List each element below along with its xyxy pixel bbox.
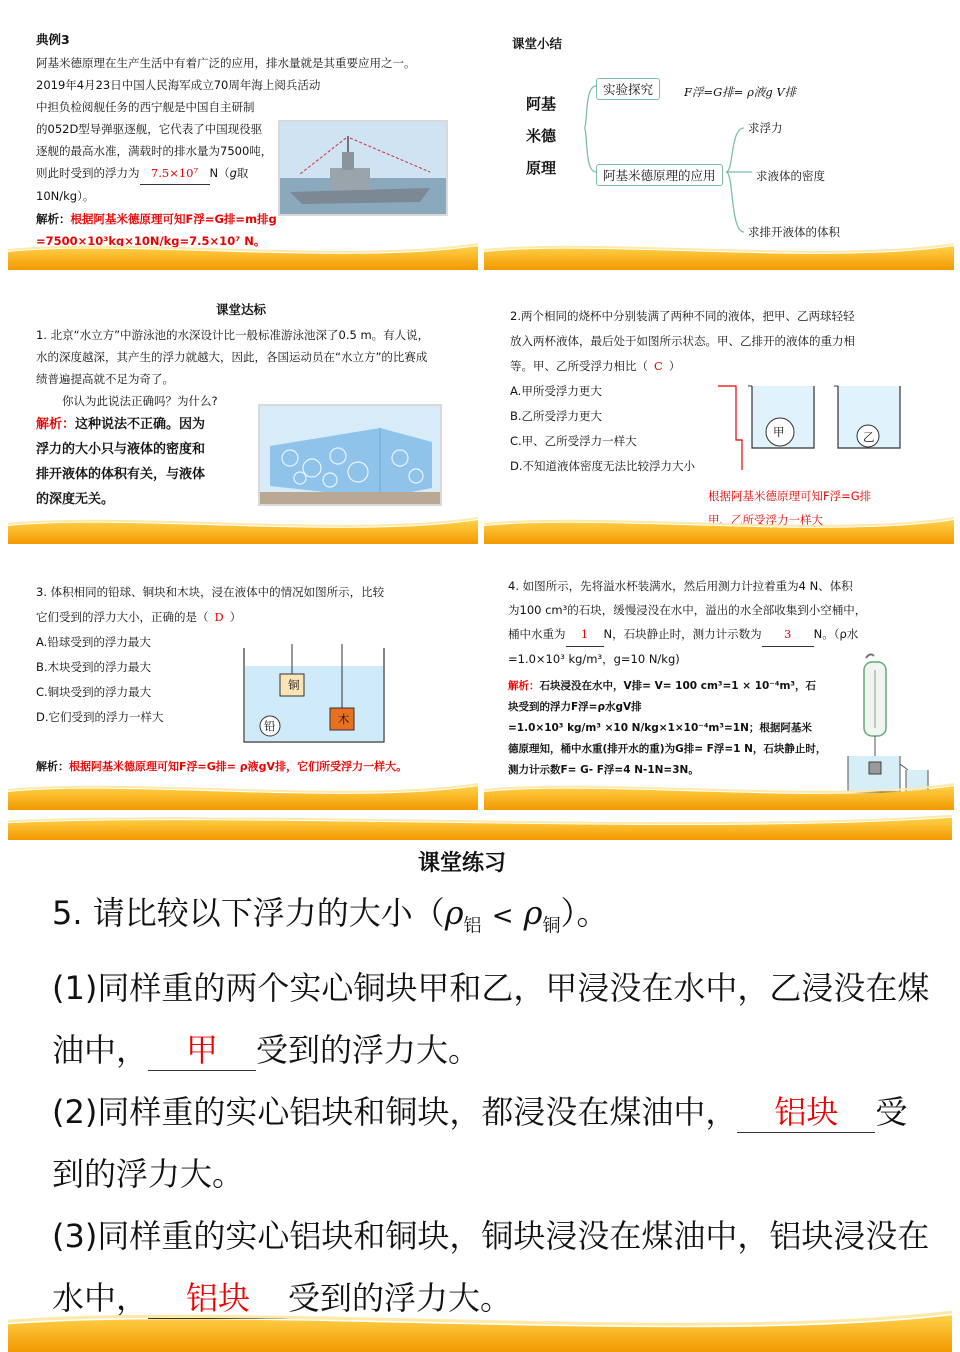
text-line: 阿基米德原理在生产生活中有着广泛的应用，排水量就是其重要应用之一。 <box>36 56 416 70</box>
root-line: 原理 <box>526 159 557 177</box>
slide-practice <box>8 812 952 1352</box>
root-line: 阿基 <box>526 95 557 113</box>
copper-label: 铜 <box>288 678 300 692</box>
analysis-text: 浮力的大小只与液体的密度和 <box>36 442 206 457</box>
text: 5. 请比较以下浮力的大小（ <box>52 894 445 932</box>
text-line: 你认为此说法正确吗？为什么? <box>62 394 218 408</box>
text: N。（ρ水 <box>813 627 859 641</box>
analysis-label: 解析： <box>36 417 76 432</box>
text-line: 中担负检阅舰任务的西宁舰是中国自主研制 <box>36 100 255 114</box>
text-line <box>36 605 476 630</box>
branch-experiment: 实验探究 <box>596 78 660 100</box>
lead-label: 铅 <box>264 719 276 733</box>
text: N，石块静止时，测力计示数为 <box>603 627 762 641</box>
analysis-text: 排开液体的体积有关，与液体 <box>36 467 206 482</box>
orange-band-top <box>8 812 952 840</box>
text: 桶中水重为 <box>508 627 566 641</box>
text-line: 逐舰的最高水准，满载时的排水量为7500吨， <box>36 144 273 158</box>
water-cube-photo <box>258 404 442 506</box>
text-line <box>508 622 948 647</box>
text: ）。 <box>560 894 609 932</box>
answer-blank: 铝块 <box>148 1278 288 1319</box>
orange-band-bottom <box>8 1306 952 1352</box>
orange-band <box>8 240 478 270</box>
option-b: B.乙所受浮力更大 <box>510 409 603 423</box>
option-a: A.甲所受浮力更大 <box>510 384 602 398</box>
analysis <box>36 412 205 512</box>
root-line: 米德 <box>526 127 557 145</box>
analysis-text: 块受到的浮力F浮=ρ水gV排 <box>508 701 642 713</box>
text: 受到的浮力大。 <box>256 1031 481 1070</box>
slide-title: 课堂练习 <box>418 851 507 876</box>
analysis-label: 解析： <box>508 680 540 692</box>
text: ρ <box>444 894 464 932</box>
text-line: 为100 cm³的石块，缓慢浸没在水中，溢出的水全部收集到小空桶中， <box>508 603 867 617</box>
option-c: C.甲、乙所受浮力一样大 <box>510 434 637 448</box>
text: 受到的浮力大。 <box>288 1279 513 1318</box>
analysis-text: 石块浸没在水中，V排= V= 100 cm³=1 × 10⁻⁴m³，石 <box>539 680 817 692</box>
answer-blank: 7.5×10⁷ <box>140 162 210 185</box>
slide-summary <box>484 0 954 270</box>
warship-photo <box>278 120 448 216</box>
slide-check-1 <box>8 274 478 544</box>
analysis-text: 的深度无关。 <box>36 492 115 507</box>
text: 受 <box>875 1093 908 1132</box>
leaf-density: 求液体的密度 <box>756 169 825 183</box>
formula: F浮=G排= ρ液g V排 <box>684 85 797 99</box>
text-line: (1)同样重的两个实心铜块甲和乙，甲浸没在水中，乙浸没在煤 <box>52 969 930 1008</box>
slide-example-3 <box>8 0 478 270</box>
text: 等。甲、乙所受浮力相比（ <box>510 359 648 373</box>
text: N（ <box>209 166 230 180</box>
answer: D <box>214 610 224 624</box>
text-line: =1.0×10³ kg/m³，g=10 N/kg) <box>508 652 680 666</box>
analysis-text: =7500×10³kg×10N/kg=7.5×10⁷ N。 <box>36 234 266 248</box>
text-line: (3)同样重的实心铝块和铜块，铜块浸没在煤油中，铝块浸没在 <box>52 1217 930 1256</box>
text: 铜 <box>542 915 561 937</box>
option-a: A.铅球受到的浮力最大 <box>36 635 151 649</box>
question-body <box>52 882 932 1329</box>
text: 则此时受到的浮力为 <box>36 166 140 180</box>
spring-scale-figure <box>844 652 948 800</box>
text: ） <box>668 359 681 373</box>
slide-title: 课堂小结 <box>512 36 563 51</box>
orange-band <box>484 514 954 544</box>
text-line: 到的浮力大。 <box>52 1155 245 1194</box>
text: 取 <box>236 166 249 180</box>
orange-band <box>484 780 954 810</box>
option-d: D.它们受到的浮力一样大 <box>36 710 164 724</box>
ball-yi-label: 乙 <box>863 430 875 444</box>
text-line: 水的深度越深，其产生的浮力就越大，因此，各国运动员在“水立方”的比赛成 <box>36 350 428 364</box>
analysis <box>36 758 407 774</box>
text: < <box>491 901 514 931</box>
text: 水中， <box>52 1279 149 1318</box>
note-line: 根据阿基米德原理可知F浮=G排 <box>708 489 872 503</box>
branch-application: 阿基米德原理的应用 <box>596 164 723 186</box>
orange-band <box>8 514 478 544</box>
slide-check-2 <box>484 274 954 544</box>
text-line: 3. 体积相同的铅球、铜块和木块，浸在液体中的情况如图所示，比较 <box>36 585 385 599</box>
text-line: 放入两杯液体，最后处于如图所示状态。甲、乙排开的液体的重力相 <box>510 334 855 348</box>
text: 铝 <box>463 915 482 937</box>
text: ） <box>229 610 242 624</box>
problem-text <box>36 324 476 412</box>
answer: C <box>654 359 663 373</box>
text-line: 1. 北京“水立方”中游泳池的水深设计比一般标准游泳池深了0.5 m。有人说， <box>36 328 430 342</box>
text-line <box>52 1019 932 1081</box>
analysis-label: 解析： <box>36 212 71 226</box>
text-line: 2019年4月23日中国人民海军成立70周年海上阅兵活动 <box>36 78 321 92</box>
text: 它们受到的浮力大小，正确的是（ <box>36 610 209 624</box>
analysis <box>508 676 826 781</box>
slide-title: 典例3 <box>36 32 70 47</box>
answer-blank: 1 <box>566 622 604 647</box>
orange-band <box>8 780 478 810</box>
note-line: 甲、乙所受浮力一样大 <box>708 513 823 527</box>
wood-label: 木 <box>338 712 350 726</box>
analysis-label: 解析： <box>36 760 69 773</box>
answer-blank: 铝块 <box>737 1092 875 1133</box>
slide-check-4 <box>484 548 954 810</box>
answer-blank: 3 <box>762 622 814 647</box>
text-line: 2.两个相同的烧杯中分别装满了两种不同的液体，把甲、乙两球轻轻 <box>510 309 855 323</box>
container-figure <box>240 644 390 746</box>
option-c: C.铜块受到的浮力最大 <box>36 685 152 699</box>
ball-jia-label: 甲 <box>773 425 785 439</box>
text: ρ <box>523 894 543 932</box>
text-line: 绩普遍提高就不足为奇了。 <box>36 372 174 386</box>
leaf-volume: 求排开液体的体积 <box>748 225 840 239</box>
option-d: D.不知道液体密度无法比较浮力大小 <box>510 459 696 473</box>
analysis-text: =1.0×10³ kg/m³ ×10 N/kg×1×10⁻⁴m³=1N；根据阿基米 <box>508 722 812 734</box>
text-line: 4. 如图所示，先将溢水杯装满水，然后用测力计拉着重为4 N、体积 <box>508 579 853 593</box>
text-line: 的052D型导弹驱逐舰，它代表了中国现役驱 <box>36 122 263 136</box>
answer-blank: 甲 <box>148 1030 256 1071</box>
slide-title: 课堂达标 <box>216 302 267 317</box>
leaf-buoyancy: 求浮力 <box>748 121 783 135</box>
text: 油中， <box>52 1031 149 1070</box>
text: (2)同样重的实心铝块和铜块，都浸没在煤油中， <box>52 1093 738 1132</box>
analysis-text: 根据阿基米德原理可知F浮=G排=m排g <box>70 212 277 226</box>
slide-check-3 <box>8 548 478 810</box>
text-line <box>52 1081 932 1143</box>
question-stem <box>52 882 932 957</box>
orange-band <box>484 240 954 270</box>
beakers-figure <box>734 378 934 458</box>
analysis-text: 根据阿基米德原理可知F浮=G排= ρ液gV排，它们所受浮力一样大。 <box>69 760 408 773</box>
text-line: 10N/kg）。 <box>36 189 95 203</box>
mindmap-lines <box>484 0 954 270</box>
analysis-text: 测力计示数F= G- F浮=4 N-1N=3N。 <box>508 764 699 776</box>
option-b: B.木块受到的浮力最大 <box>36 660 152 674</box>
analysis-text: 这种说法不正确。因为 <box>75 417 206 432</box>
analysis-text: 德原理知，桶中水重(排开水的重)为G排= F浮=1 N，石块静止时， <box>508 743 827 755</box>
text-line <box>510 354 950 379</box>
text: g <box>229 166 237 180</box>
